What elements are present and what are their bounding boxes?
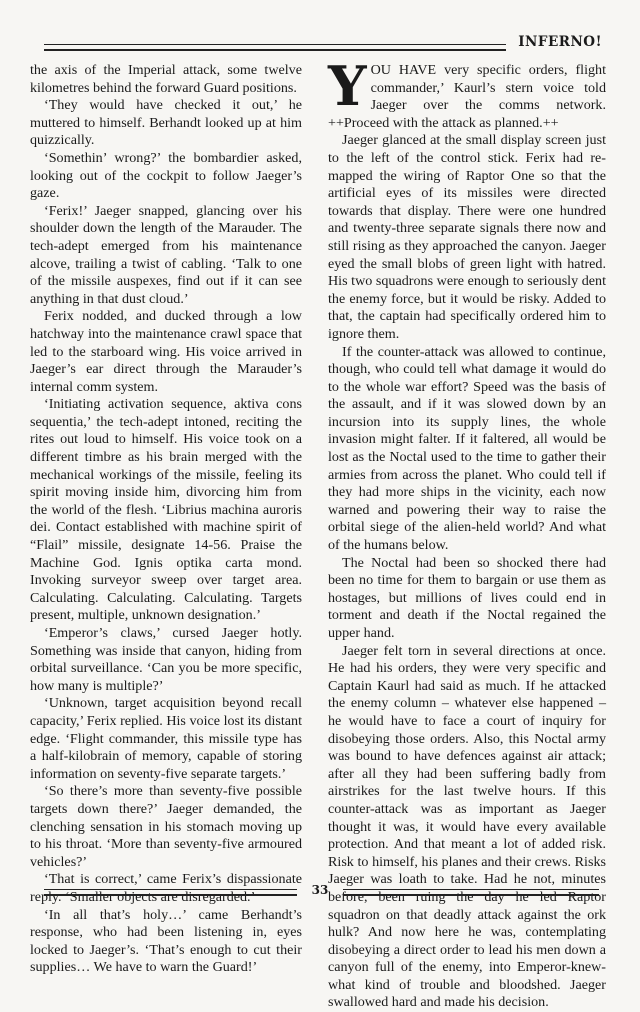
paragraph: The Noctal had been so shocked there had been no time for them to bargain or use them as hostages, but millions of lives could end in torment and death if the Noctal regained the upper hand.: [328, 554, 606, 641]
paragraph: ‘Unknown, target acquisition beyond recall capacity,’ Ferix replied. His voice lost its distant edge. ‘Flight commander, this missile type has a half-kilobrain of memory, capable of storing information on seventy-five separate targets.’: [30, 695, 302, 782]
right-column: [328, 54, 606, 1012]
paragraph: Jaeger felt torn in several directions at once. He had his orders, they were very specific and Captain Kaurl had said as much. If he attacked the enemy column – whatever else happened – he would have to face a court of inquiry for disobeying those orders. Also, this Noctal army was bound to have defences against air attack; after all they had been suffering badly from airstrikes for the last twelve hours. If this counter-attack was as important as Jaeger thought it was, it would have every available protection. And that meant a lot of added risk. Risk to himself, his planes and their crews. Risks Jaeger was loath to take. Had he not, minutes before, been ruing the day he led Raptor squadron on that deadly attack against the ork hulk? And now here he was, contemplating disobeying a direct order to lead his men down a canyon full of the enemy, into Emperor-knew-what kind of trouble and bloodshed. Jaeger swallowed hard and made his decision.: [328, 642, 606, 1011]
paragraph: Jaeger glanced at the small display screen just to the left of the control stick. Ferix had re-mapped the wiring of Raptor One so that the artificial eyes of its missiles were directed towards that display. There were one hundred and twenty-three separate signals there now and still rising as they approached the canyon. Jaeger eyed the small blobs of green light with hatred. His two squadrons were enough to seriously dent the enemy force, but it would be risky. Added to that, the captain had specifically ordered him to ignore them.: [328, 132, 606, 342]
paragraph: ‘Emperor’s claws,’ cursed Jaeger hotly. Something was inside that canyon, hiding from orbital surveillance. ‘Can you be more specific, how many is multiple?’: [30, 625, 302, 694]
paragraph: ‘They would have checked it out,’ he muttered to himself. Berhandt looked up at him quizzically.: [30, 97, 302, 149]
paragraph: ‘Somethin’ wrong?’ the bombardier asked, looking out of the cockpit to follow Jaeger’s gaze.: [30, 149, 302, 202]
paragraph: ‘Ferix!’ Jaeger snapped, glancing over his shoulder down the length of the Marauder. The tech-adept emerged from his maintenance alcove, trailing a twist of cabling. ‘Talk to one of the missile auspexes, find out if it can see anything in that dust cloud.’: [30, 202, 302, 307]
running-header-title: INFERNO!: [518, 34, 602, 50]
left-column: [30, 62, 302, 977]
opening-paragraph-text: OU HAVE very specific orders, flight commander,’ Kaurl’s stern voice told Jaeger over the comms network. ++Proceed with the attack as planned.++: [328, 62, 606, 131]
page-number: 33: [311, 883, 329, 897]
paragraph: If the counter-attack was allowed to continue, though, who could tell what damage it would do to the whole war effort? Speed was the basis of the assault, and if it was slowed down by an incursion into its supply lines, the whole invasion might falter. If it faltered, all would be lost as the Noctal used to the time to gather their armies from across the planet. Who could tell if they had more ships in the vicinity, each now warned and powering their way to raise the orbital siege of the alien-held world? And what of the humans below.: [328, 343, 606, 554]
paragraph: ‘In all that’s holy…’ came Berhandt’s response, who had been listening in, eyes locked to Jaeger’s. ‘That’s enough to cut their supplies… We have to warn the Guard!’: [30, 906, 302, 976]
paragraph: ‘That is correct,’ came Ferix’s dispassionate reply. ‘Smaller objects are disregarded.’: [30, 871, 302, 905]
paragraph: Ferix nodded, and ducked through a low hatchway into the maintenance crawl space that led to the starboard wing. His voice arrived in Jaeger’s ear direct through the Marauder’s internal comm system.: [30, 308, 302, 395]
opening-paragraph: [328, 54, 606, 132]
header-rule: [44, 44, 506, 51]
drop-cap: Y: [328, 54, 367, 118]
footer-rule-left: [44, 889, 297, 896]
paragraph: ‘Initiating activation sequence, aktiva cons sequentia,’ the tech-adept intoned, reciting the rites out loud to himself. His voice took on a different timbre as his brain merged with the mechanical workings of the missile, feeling its spirit moving inside him, divorcing him from the world of the flesh. ‘Librius machina auroris dei. Contact established with machine spirit of “Flail” missile, designate 14-56. Praise the Machine God. Ignis optika carta mond. Invoking surveyor sweep over target area. Calculating. Calculating. Calculating. Targets present, multiple, unknown designation.’: [30, 396, 302, 624]
paragraph: ‘So there’s more than seventy-five possible targets down there?’ Jaeger demanded, the clenching sensation in his stomach moving up to his throat. ‘More than seventy-five armoured vehicles?’: [30, 783, 302, 870]
footer-rule-right: [343, 889, 599, 896]
paragraph: the axis of the Imperial attack, some twelve kilometres behind the forward Guard positions.: [30, 62, 302, 96]
